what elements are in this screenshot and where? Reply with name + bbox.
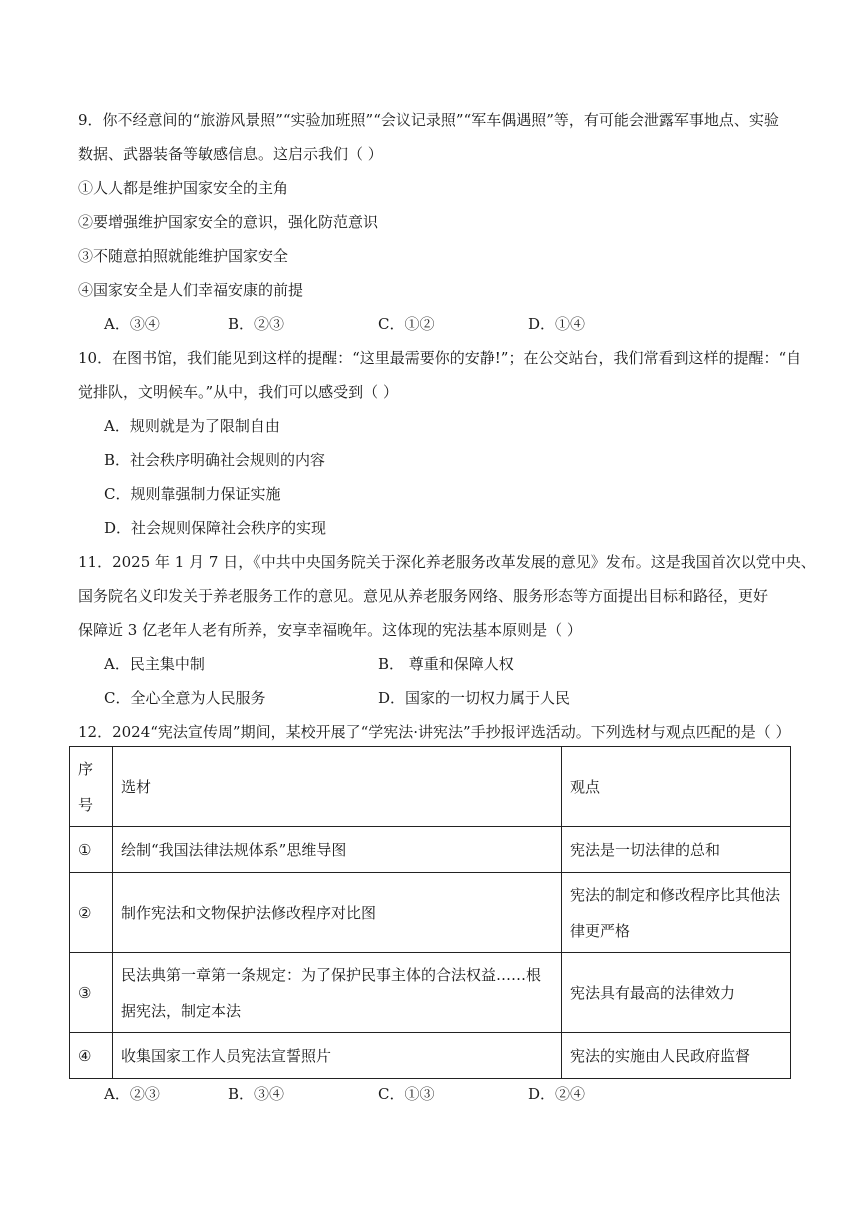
q11-option-d[interactable]: D．国家的一切权力属于人民 [378,689,571,707]
row-num: ② [70,873,113,953]
q10-option-b[interactable]: B．社会秩序明确社会规则的内容 [104,451,326,469]
row-num: ① [70,827,113,873]
row-material: 制作宪法和文物保护法修改程序对比图 [113,873,562,953]
q9-option-d[interactable]: D．①④ [528,315,586,333]
q12-option-a[interactable]: A．②③ [104,1085,160,1103]
q10-option-d[interactable]: D．社会规则保障社会秩序的实现 [104,519,327,537]
row-material [113,953,562,1033]
q9-option-b[interactable]: B．②③ [228,315,285,333]
q11-option-b[interactable]: B． 尊重和保障人权 [378,655,514,673]
q9-stem-line1: 9．你不经意间的“旅游风景照”“实验加班照”“会议记录照”“军车偶遇照”等，有可能会泄露军事地点、实验 [78,111,779,129]
q9-statement-3: ③不随意拍照就能维护国家安全 [78,247,289,265]
q10-stem-line1: 10．在图书馆，我们能见到这样的提醒：“这里最需要你的安静!”；在公交站台，我们常看到这样的提醒：“自 [78,349,802,367]
q11-options-row1 [104,654,804,674]
q11-option-a[interactable]: A．民主集中制 [104,655,205,673]
header-num-line1: 序 [78,759,94,778]
header-view: 观点 [562,747,791,827]
q12-option-d[interactable]: D．②④ [528,1085,586,1103]
table-row [70,827,791,873]
q11-stem-line3: 保障近 3 亿老年人老有所养，安享幸福晚年。这体现的宪法基本原则是（ ） [78,621,582,639]
row-view [562,873,791,953]
q9-option-a[interactable]: A．③④ [104,315,160,333]
q9-options [104,314,804,334]
row-view: 宪法是一切法律的总和 [562,827,791,873]
q12-option-c[interactable]: C．①③ [378,1085,435,1103]
row-view: 宪法的实施由人民政府监督 [562,1033,791,1079]
q11-stem-line2: 国务院名义印发关于养老服务工作的意见。意见从养老服务网络、服务形态等方面提出目标和路径，更好 [78,587,769,605]
header-num [70,747,113,827]
q12-option-b[interactable]: B．③④ [228,1085,285,1103]
q9-statement-2: ②要增强维护国家安全的意识，强化防范意识 [78,213,379,231]
q10-option-c[interactable]: C．规则靠强制力保证实施 [104,485,281,503]
q11-option-c[interactable]: C．全心全意为人民服务 [104,689,266,707]
row-material-line2: 据宪法，制定本法 [121,1001,242,1020]
table-header-row [70,747,791,827]
row-num: ④ [70,1033,113,1079]
q12-options [104,1084,804,1104]
row-material: 绘制“我国法律法规体系”思维导图 [113,827,562,873]
q9-statement-4: ④国家安全是人们幸福安康的前提 [78,281,304,299]
row-num: ③ [70,953,113,1033]
row-material-line1: 民法典第一章第一条规定：为了保护民事主体的合法权益……根 [121,965,542,984]
table-row [70,1033,791,1079]
table-row [70,953,791,1033]
q12-stem: 12．2024“宪法宣传周”期间，某校开展了“学宪法·讲宪法”手抄报评选活动。下列选材与观点匹配的是（ ） [78,723,791,741]
q11-stem-line1: 11．2025 年 1 月 7 日，《中共中央国务院关于深化养老服务改革发展的意见》发布。这是我国首次以党中央、 [78,553,816,571]
q12-table [69,746,791,1079]
row-view-line2: 律更严格 [570,921,631,940]
header-num-line2: 号 [78,795,94,814]
q9-stem-line2: 数据、武器装备等敏感信息。这启示我们（ ） [78,145,383,163]
q11-options-row2 [104,688,804,708]
header-material: 选材 [113,747,562,827]
q10-option-a[interactable]: A．规则就是为了限制自由 [104,417,280,435]
row-view: 宪法具有最高的法律效力 [562,953,791,1033]
row-view-line1: 宪法的制定和修改程序比其他法 [570,885,781,904]
row-material: 收集国家工作人员宪法宣誓照片 [113,1033,562,1079]
q9-statement-1: ①人人都是维护国家安全的主角 [78,179,289,197]
table-row [70,873,791,953]
q10-stem-line2: 觉排队，文明候车。”从中，我们可以感受到（ ） [78,383,398,401]
q9-option-c[interactable]: C．①② [378,315,435,333]
